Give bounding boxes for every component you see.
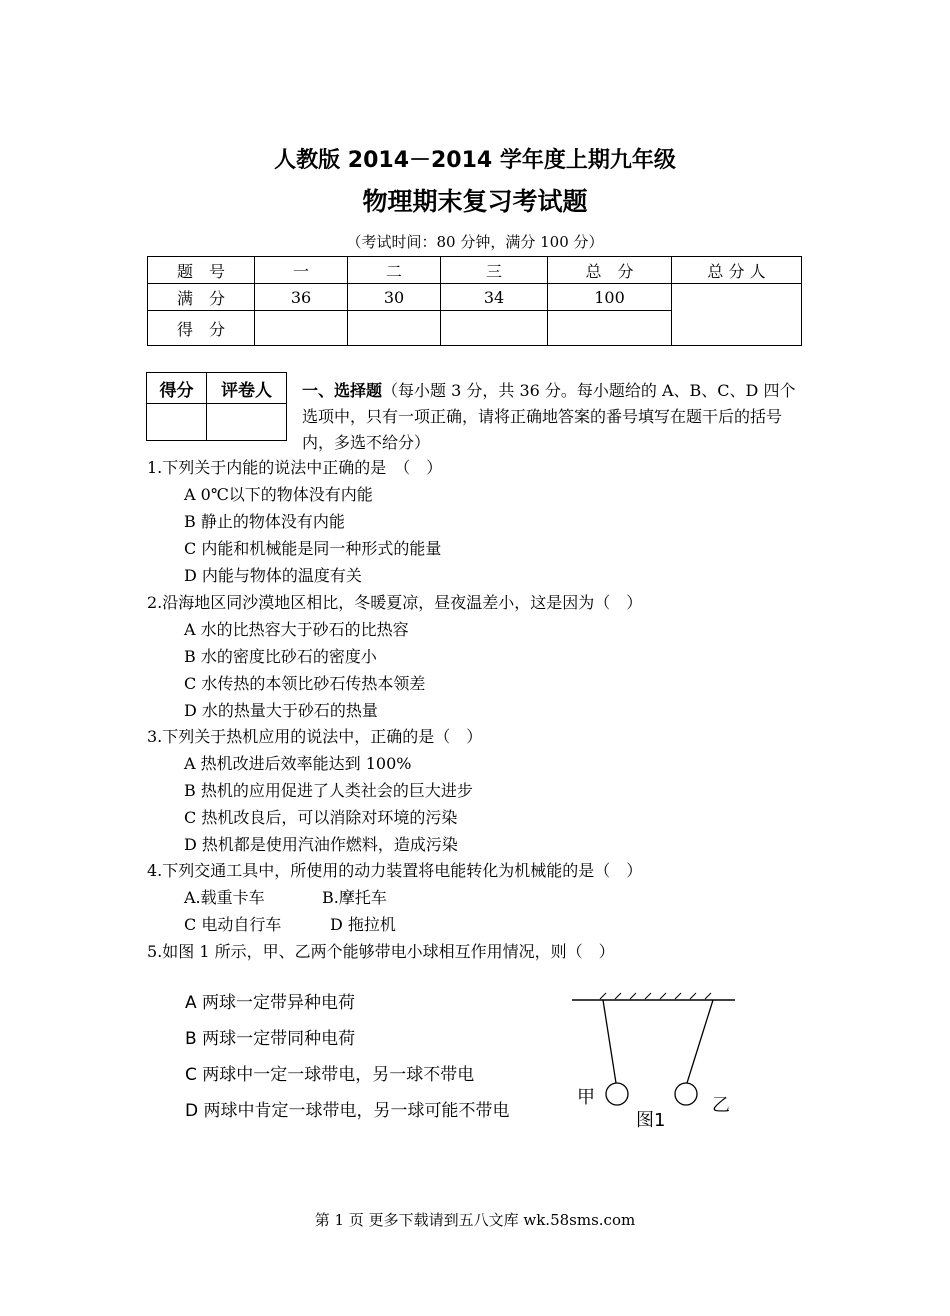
page-title-line2: 物理期末复习考试题: [362, 187, 588, 216]
grader-total-cell[interactable]: [672, 284, 802, 346]
table-cell: 34: [441, 284, 548, 311]
question-stem: 5.如图 1 所示，甲、乙两个能够带电小球相互作用情况，则（ ）: [147, 942, 615, 961]
question-option: C 内能和机械能是同一种形式的能量: [184, 539, 442, 558]
header-cell: 总 分 人: [672, 257, 802, 284]
question-stem: 1.下列关于内能的说法中正确的是 （ ）: [147, 458, 443, 477]
table-cell: 30: [348, 284, 441, 311]
header-cell: 一: [255, 257, 348, 284]
question-option: D 水的热量大于砂石的热量: [184, 701, 378, 720]
figure-options: [185, 985, 510, 1129]
question-option: C 水传热的本领比砂石传热本领差: [184, 674, 426, 693]
table-cell: 100: [548, 284, 672, 311]
table-cell[interactable]: [348, 311, 441, 346]
score-table-row: [148, 284, 802, 311]
score-table: [147, 256, 802, 346]
question-stem: 3.下列关于热机应用的说法中，正确的是（ ）: [147, 727, 483, 746]
question-stem: 4.下列交通工具中，所使用的动力装置将电能转化为机械能的是（ ）: [147, 861, 643, 880]
question-option: D 两球中肯定一球带电，另一球可能不带电: [185, 1101, 510, 1121]
section-intro: [302, 378, 807, 456]
question-option: A 热机改进后效率能达到 100%: [184, 754, 412, 773]
ball-yi: [675, 1083, 697, 1105]
grader-score-label: 得分: [147, 373, 207, 404]
string-right: [687, 1000, 713, 1083]
grader-box: [146, 372, 287, 441]
header-cell: 三: [441, 257, 548, 284]
question-option: C 热机改良后，可以消除对环境的污染: [184, 808, 458, 827]
figure-caption: 图1: [636, 1110, 666, 1131]
ball-jia: [606, 1083, 628, 1105]
page-footer: 第 1 页 更多下载请到五八文库 wk.58sms.com: [314, 1211, 636, 1229]
grader-score-cell[interactable]: [147, 404, 207, 441]
header-cell: 总 分: [548, 257, 672, 284]
header-cell: 题 号: [148, 257, 255, 284]
question-option: D 内能与物体的温度有关: [184, 566, 362, 585]
section-instructions: （每小题 3 分，共 36 分。每小题给的 A、B、C、D 四个选项中，只有一项正确，请将正确地答案的番号填写在题干后的括号内，多选不给分）: [302, 381, 796, 452]
exam-info: （考试时间：80 分钟，满分 100 分）: [346, 233, 604, 251]
question-option: B.摩托车: [322, 888, 387, 907]
grader-name-label: 评卷人: [207, 373, 287, 404]
score-table-header-row: [148, 257, 802, 284]
question-stem: 2.沿海地区同沙漠地区相比，冬暖夏凉，昼夜温差小，这是因为（ ）: [147, 593, 643, 612]
question-option: B 两球一定带同种电荷: [185, 1029, 356, 1049]
ball-label-right: 乙: [712, 1095, 730, 1116]
row-label: 满 分: [148, 284, 255, 311]
question-option: B 静止的物体没有内能: [184, 512, 345, 531]
table-cell: 36: [255, 284, 348, 311]
grader-name-cell[interactable]: [207, 404, 287, 441]
row-label: 得 分: [148, 311, 255, 346]
section-title: 一、选择题: [302, 381, 383, 400]
page-title-line1: 人教版 2014－2014 学年度上期九年级: [274, 148, 676, 173]
table-cell[interactable]: [548, 311, 672, 346]
question-option: D 热机都是使用汽油作燃料，造成污染: [184, 835, 458, 854]
question-option: B 水的密度比砂石的密度小: [184, 647, 377, 666]
question-option: A 0℃以下的物体没有内能: [184, 485, 373, 504]
table-cell[interactable]: [441, 311, 548, 346]
string-left: [603, 1000, 616, 1083]
question-option: A.载重卡车: [184, 888, 265, 907]
header-cell: 二: [348, 257, 441, 284]
question-option: A 水的比热容大于砂石的比热容: [184, 620, 409, 639]
question-option: D 拖拉机: [330, 915, 396, 934]
question-option: B 热机的应用促进了人类社会的巨大进步: [184, 781, 473, 800]
question-option: C 电动自行车: [184, 915, 282, 934]
table-cell[interactable]: [255, 311, 348, 346]
ceiling-hatch: [600, 993, 711, 999]
question-option: A 两球一定带异种电荷: [185, 993, 356, 1013]
ball-label-left: 甲: [577, 1087, 595, 1108]
question-option: C 两球中一定一球带电，另一球不带电: [185, 1065, 475, 1085]
